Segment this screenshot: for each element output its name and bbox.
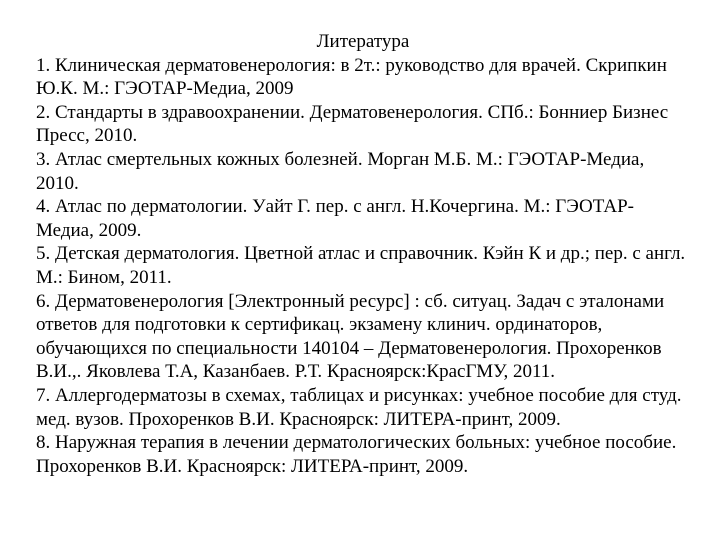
reference-item: 6. Дерматовенерология [Электронный ресурс] : сб. ситуац. Задач с эталонами ответов для подготовки к сертификац. экзамену клинич. ординаторов, обучающихся по специальности 140104 – Дерматовенерология. Прохоренков В.И.,. Яковлева Т.А, Казанбаев. Р.Т. Красноярск:КрасГМУ, 2011.	[36, 290, 665, 383]
reference-item: 8. Наружная терапия в лечении дерматологических больных: учебное пособие. Прохоренков В.И. Красноярск: ЛИТЕРА-принт, 2009.	[36, 432, 677, 477]
reference-item: 4. Атлас по дерматологии. Уайт Г. пер. с англ. Н.Кочергина. М.: ГЭОТАР-Медиа, 2009.	[36, 196, 635, 241]
reference-item: 2. Стандарты в здравоохранении. Дерматовенерология. СПб.: Бонниер Бизнес Пресс, 2010.	[36, 101, 669, 147]
reference-item: 1. Клиническая дерматовенерология: в 2т.: руководство для врачей. Скрипкин Ю.К. М.: ГЭОТАР-Медиа, 2009	[36, 54, 667, 100]
reference-item: 3. Атлас смертельных кожных болезней. Морган М.Б. М.: ГЭОТАР-Медиа, 2010.	[36, 148, 645, 194]
reference-list	[36, 54, 690, 479]
page-title: Литература	[316, 31, 410, 52]
reference-item: 7. Аллергодерматозы в схемах, таблицах и рисунках: учебное пособие для студ. мед. вузов. Прохоренков В.И. Красноярск: ЛИТЕРА-принт, 2009.	[36, 384, 682, 430]
reference-item: 5. Детская дерматология. Цветной атлас и справочник. Кэйн К и др.; пер. с англ. М.: Бином, 2011.	[36, 243, 686, 288]
